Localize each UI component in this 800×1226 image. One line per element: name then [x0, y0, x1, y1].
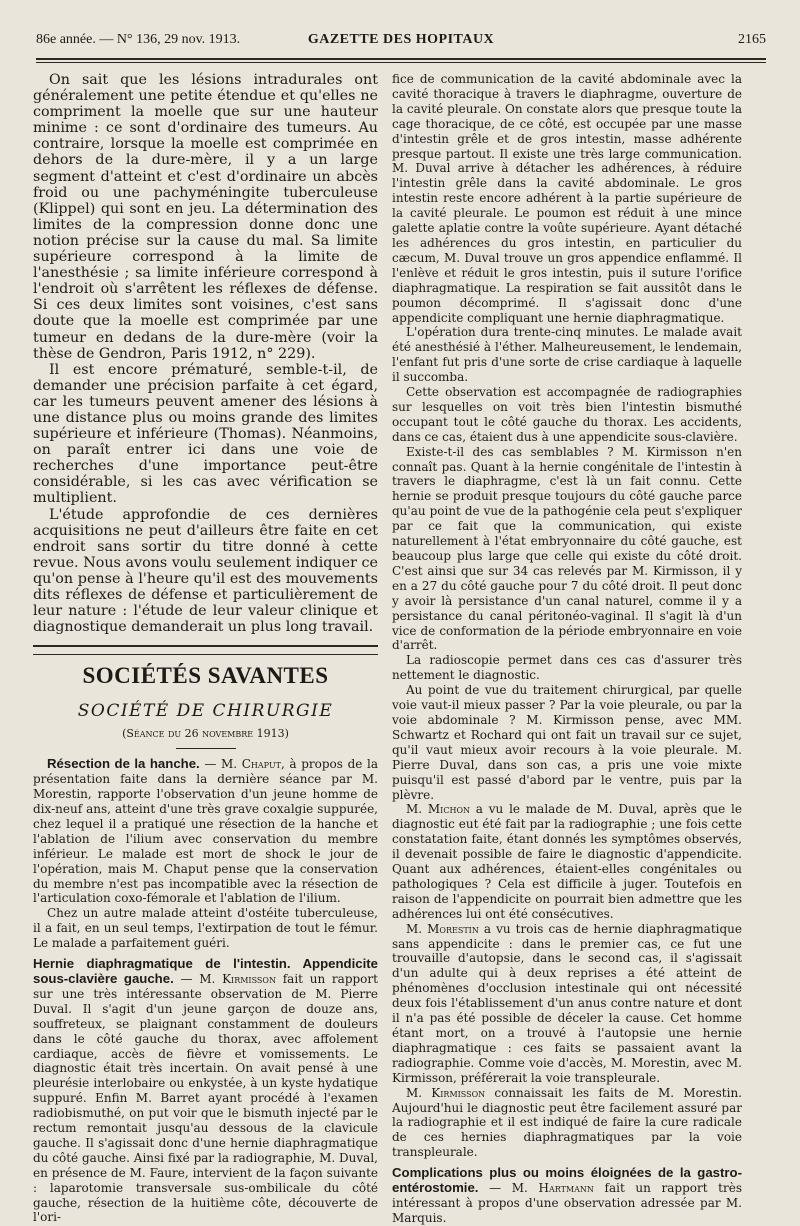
- item-text: fait un rapport très intéressant à propos d'une observation adressée par M. Marquis.: [392, 1181, 742, 1225]
- header-rule: [36, 58, 766, 60]
- section-separator: [33, 645, 378, 655]
- page-number: 2165: [738, 32, 766, 47]
- paragraph: On sait que les lésions intradurales ont généralement une petite étendue et qu'elles ne compriment la moelle que sur une hauteur minime : ce sont d'ordinaire des tumeurs. Au contraire, lorsque la moelle est comprimée en dehors de la dure-mère, il y a un large segment d'atteint et c'est d'ordinaire un abcès froid ou une pachyméningite tuberculeuse (Klippel) qui sont en jeu. La détermination des limites de la compression donne donc une notion précise sur la cause du mal. Sa limite supérieure correspond à la limite de l'anesthésie ; sa limite inférieure correspond à l'endroit où s'arrêtent les réflexes de défense. Si ces deux limites sont voisines, c'est sans doute que la moelle est comprimée par une tumeur en dedans de la dure-mère (voir la thèse de Gendron, Paris 1912, n° 229).: [33, 72, 378, 362]
- paragraph: La radioscopie permet dans ces cas d'assurer très nettement le diagnostic.: [392, 653, 742, 683]
- journal-title: GAZETTE DES HOPITAUX: [307, 32, 495, 47]
- short-divider: [176, 748, 236, 749]
- paragraph: Au point de vue du traitement chirurgical, par quelle voie vaut-il mieux passer ? Par la voie pleurale, ou par la voie abdominale ? M. Kirmisson pense, avec MM. Schwartz et Rochard qui ont fait un travail sur ce sujet, qu'il vaut mieux avoir recours à la voie pleurale. M. Pierre Duval, dans son cas, a pris une voie mixte puisqu'il est passé d'abord par le ventre, puis par la plèvre.: [392, 683, 742, 802]
- author-name: M. Kirmisson: [199, 971, 276, 986]
- paragraph: Existe-t-il des cas semblables ? M. Kirmisson n'en connaît pas. Quant à la hernie congénitale de l'intestin à travers le diaphragme, c'est là un fait connu. Cette hernie se produit presque toujours du côté gauche parce qu'au point de vue de la pathogénie cela peut s'expliquer par ce fait que la communication, qui existe naturellement à l'état embryonnaire du côté gauche, est beaucoup plus large que celle qui existe du côté droit. C'est ainsi que sur 34 cas relevés par M. Kirmisson, il y en a 27 du côté gauche pour 7 du côté droit. Il peut donc y avoir là persistance d'un canal naturel, comme il y a persistance du canal péritonéo-vaginal. Il s'agit là d'un vice de conformation de la période embryonnaire en voie d'arrêt.: [392, 444, 742, 653]
- paragraph: fice de communication de la cavité abdominale avec la cavité thoracique à travers le diaphragme, ouverture de la cavité pleurale. On constate alors que presque toute la cage thoracique, de ce côté, est occupée par une masse d'intestin grêle et de gros intestin, masse adhérente presque partout. Il existe une très large communication. M. Duval arrive à détacher les adhérences, à réduire l'intestin grêle dans la cavité abdominale. Le gros intestin reste encore adhérent à la partie supérieure de la cavité pleurale. Le poumon est réduit à une mince galette aplatie contre la voûte supérieure. Ayant détaché les adhérences du gros intestin, en particulier du cæcum, M. Duval trouve un gros appendice enflammé. Il l'enlève et réduit le gros intestin, puis il suture l'orifice diaphragmatique. La respiration se fait aussitôt dans le poumon décomprimé. Il s'agissait donc d'une appendicite compliquant une hernie diaphragmatique.: [392, 72, 742, 325]
- paragraph-text: a vu trois cas de hernie diaphragmatique sans appendicite : dans le premier cas, ce fut une trouvaille d'autopsie, dans le second cas, il s'agissait d'un adulte qui à deux reprises a été atteint de phénomènes d'occlusion intestinale qui ont nécessité deux fois l'établissement d'un anus contre nature et dont il n'a pas été possible de déceler la cause. Cet homme étant mort, on a trouvé à l'autopsie une hernie diaphragmatique : ces faits se passaient avant la radiographie. Comme voie d'accès, M. Morestin, avec M. Kirmisson, préférerait la voie transpleurale.: [392, 921, 742, 1085]
- right-column: fice de communication de la cavité abdominale avec la cavité thoracique à travers le diaphragme, ouverture de la cavité pleurale. On constate alors que presque toute la cage thoracique, de ce côté, est occupée par une masse d'intestin grêle et de gros intestin, masse adhérente presque partout. Il existe une très large communication. M. Duval arrive à détacher les adhérences, à réduire l'intestin grêle dans la cavité abdominale. Le gros intestin reste encore adhérent à la partie supérieure de la cavité pleurale. Le poumon est réduit à une mince galette aplatie contre la voûte supérieure. Ayant détaché les adhérences du gros intestin, en particulier du cæcum, M. Duval trouve un gros appendice enflammé. Il l'enlève et réduit le gros intestin, puis il suture l'orifice diaphragmatique. La respiration se fait aussitôt dans le poumon décomprimé. Il s'agissait donc d'une appendicite compliquant une hernie diaphragmatique. L'opération dura trente-cinq minutes. Le malade avait été anesthésié à l'éther. Malheureusement, le lendemain, l'enfant fut pris d'une sorte de crise cardiaque à laquelle il succomba. Cette observation est accompagnée de radiographies sur lesquelles on voit très bien l'intestin bismuthé occupant tout le côté gauche du thorax. Les accidents, dans ce cas, étaient dus à une appendicite sous-clavière. Existe-t-il des cas semblables ? M. Kirmisson n'en connaît pas. Quant à la hernie congénitale de l'intestin à travers le diaphragme, c'est là un fait connu. Cette hernie se produit presque toujours du côté gauche parce qu'au point de vue de la pathogénie cela peut s'expliquer par ce fait que la communication, qui existe naturellement à l'état embryonnaire du côté gauche, est beaucoup plus large que celle qui existe du côté droit. C'est ainsi que sur 34 cas relevés par M. Kirmisson, il y en a 27 du côté gauche pour 7 du côté droit. Il peut donc y avoir là persistance d'un canal naturel, comme il y a persistance du canal péritonéo-vaginal. Il s'agit là d'un vice de conformation de la période embryonnaire en voie d'arrêt. La radioscopie permet dans ces cas d'assurer très nettement le diagnostic. Au point de vue du traitement chirurgical, par quelle voie vaut-il mieux passer ? Par la voie pleurale, ou par la voie abdominale ? M. Kirmisson pense, avec MM. Schwartz et Rochard qui ont fait un travail sur ce sujet, qu'il vaut mieux avoir recours à la voie pleurale. M. Pierre Duval, dans son cas, a pris une voie mixte puisqu'il est passé d'abord par le ventre, puis par la plèvre. M. Michon a vu le malade de M. Duval, après que le diagnostic eut été fait par la radiographie ; une fois cette constatation faite, étant donnés les symptômes observés, il devenait possible de faire le diagnostic d'appendicite. Quant aux adhérences, étaient-elles congénitales ou pathologiques ? Cela est difficile à juger. Toutefois en raison de l'appendicite on pourrait bien admettre que les adhérences lui ont été consécutives. M. Morestin a vu trois cas de hernie diaphragmatique sans appendicite : dans le premier cas, ce fut une trouvaille d'autopsie, dans le second cas, il s'agissait d'un adulte qui à deux reprises a été atteint de phénomènes d'occlusion intestinale qui ont nécessité deux fois l'établissement d'un anus contre nature et dont il n'a pas été possible de déceler la cause. Cet homme étant mort, on a trouvé à l'autopsie une hernie diaphragmatique : ces faits se passaient avant la radiographie. Comme voie d'accès, M. Morestin, avec M. Kirmisson, préférerait la voie transpleurale. M. Kirmisson connaissait les faits de M. Morestin. Aujourd'hui le diagnostic peut être facilement assuré par la radiographie et il est indiqué de faire la cure radicale de ces hernies diaphragmatiques par la voie transpleurale. Complications plus ou moins éloignées de la gastro-entérostomie. — M. Hartmann fait un rapport très intéressant à propos d'une observation adressée par M. Marquis.: [392, 72, 742, 1225]
- section-title: SOCIÉTÉS SAVANTES: [82, 663, 329, 689]
- author-name: M. Chaput,: [220, 757, 285, 772]
- paragraph-text: connaissait les faits de M. Morestin. Aujourd'hui le diagnostic peut être facilement assuré par la radiographie et il est indiqué de faire la cure radicale de ces hernies diaphragmatiques par la voie transpleurale.: [392, 1085, 742, 1160]
- author-name: M. Kirmisson: [406, 1085, 486, 1100]
- author-name: M. Michon: [406, 802, 471, 817]
- paragraph: Cette observation est accompagnée de radiographies sur lesquelles on voit très bien l'intestin bismuthé occupant tout le côté gauche du thorax. Les accidents, dans ce cas, étaient dus à une appendicite sous-clavière.: [392, 385, 742, 444]
- item-heading: Complications plus ou moins éloignées de la gastro-entérostomie.: [392, 1165, 742, 1196]
- paragraph: Chez un autre malade atteint d'ostéite tuberculeuse, il a fait, en un seul temps, l'extirpation de tout le fémur. Le malade a parfaitement guéri.: [33, 906, 378, 951]
- paragraph: L'opération dura trente-cinq minutes. Le malade avait été anesthésié à l'éther. Malheureusement, le lendemain, l'enfant fut pris d'une sorte de crise cardiaque à laquelle il succomba.: [392, 325, 742, 385]
- author-name: M. Morestin: [406, 921, 479, 936]
- item-text: à propos de la présentation faite dans la dernière séance par M. Morestin, rapporte l'observation d'un jeune homme de dix-neuf ans, atteint d'une très grave coxalgie suppurée, chez lequel il a pratiqué une résection de la hanche et l'ablation de l'ilium avec conservation du membre inférieur. Le malade est mort de shock le jour de l'opération, mais M. Chaput pense que la conservation du membre n'est pas incompatible avec la résection de l'articulation coxo-fémorale et l'ablation de l'ilium.: [33, 757, 378, 906]
- article-continuation: [33, 72, 378, 635]
- paragraph: L'étude approfondie de ces dernières acquisitions ne peut d'ailleurs être faite en cet endroit sans sortir du titre donné à cette revue. Nous avons voulu seulement indiquer ce qu'on pense à l'heure qu'il est des mouvements dits réflexes de défense et particulièrement de leur nature : l'étude de leur valeur clinique et diagnostique demanderait un plus long travail.: [33, 506, 378, 636]
- left-column: [33, 72, 378, 1225]
- paragraph: Il est encore prématuré, semble-t-il, de demander une précision parfaite à cet égard, car les tumeurs peuvent amener des lésions à une distance plus ou moins grande des limites supérieure et inférieure (Thomas). Néanmoins, on paraît entrer ici dans une voie de recherches d'une importance peut-être considérable, si les cas avec vérification se multiplient.: [33, 361, 378, 507]
- author-name: M. Hartmann: [511, 1181, 594, 1196]
- society-report: Résection de la hanche. — M. Chaput, à propos de la présentation faite dans la dernière séance par M. Morestin, rapporte l'observation d'un jeune homme de dix-neuf ans, atteint d'une très grave coxalgie suppurée, chez lequel il a pratiqué une résection de la hanche et l'ablation de l'ilium avec conservation du membre inférieur. Le malade est mort de shock le jour de l'opération, mais M. Chaput pense que la conservation du membre n'est pas incompatible avec la résection de l'articulation coxo-fémorale et l'ablation de l'ilium. Chez un autre malade atteint d'ostéite tuberculeuse, il a fait, en un seul temps, l'extirpation de tout le fémur. Le malade a parfaitement guéri. Hernie diaphragmatique de l'intestin. Appendicite sous-clavière gauche. — M. Kirmisson fait un rapport sur une très intéressante observation de M. Pierre Duval. Il s'agit d'un jeune garçon de douze ans, souffreteux, se plaignant constamment de douleurs dans le côté gauche du thorax, avec affolement cardiaque, accès de fièvre et vomissements. Le diagnostic était très incertain. On avait pensé à une pleurésie interlobaire ou enkystée, à un kyste hydatique suppuré. Enfin M. Barret ayant procédé à l'examen radiobismuthé, on put voir que le bismuth injecté par le rectum remontait jusqu'au dessous de la clavicule gauche. Il s'agissait donc d'une hernie diaphragmatique du côté gauche. Ainsi fixé par la radiographie, M. Duval, en présence de M. Faure, intervient de la façon suivante : laparotomie transversale sus-ombilicale du côté gauche, résection de la huitième côte, découverte de l'ori-: [33, 756, 378, 1225]
- item-heading: Résection de la hanche.: [47, 756, 200, 772]
- society-title: SOCIÉTÉ DE CHIRURGIE: [77, 701, 334, 722]
- page-header: [36, 32, 766, 54]
- item-text: fait un rapport sur une très intéressante observation de M. Pierre Duval. Il s'agit d'un jeune garçon de douze ans, souffreteux, se plaignant constamment de douleurs dans le côté gauche du thorax, avec affolement cardiaque, accès de fièvre et vomissements. Le diagnostic était très incertain. On avait pensé à une pleurésie interlobaire ou enkystée, à un kyste hydatique suppuré. Enfin M. Barret ayant procédé à l'examen radiobismuthé, on put voir que le bismuth injecté par le rectum remontait jusqu'au dessous de la clavicule gauche. Il s'agissait donc d'une hernie diaphragmatique du côté gauche. Ainsi fixé par la radiographie, M. Duval, en présence de M. Faure, intervient de la façon suivante : laparotomie transversale sus-ombilicale du côté gauche, résection de la huitième côte, découverte de l'ori-: [33, 971, 378, 1225]
- header-rule-thin: [36, 62, 766, 63]
- paragraph-text: a vu le malade de M. Duval, après que le diagnostic eut été fait par la radiographie ; une fois cette constatation faite, étant donnés les symptômes observés, il devenait possible de faire le diagnostic d'appendicite. Quant aux adhérences, étaient-elles congénitales ou pathologiques ? Cela est difficile à juger. Toutefois en raison de l'appendicite on pourrait bien admettre que les adhérences lui ont été consécutives.: [392, 802, 742, 921]
- item-heading: Hernie diaphragmatique de l'intestin. Appendicite sous-clavière gauche.: [33, 956, 378, 986]
- issue-info: 86e année. — N° 136, 29 nov. 1913.: [36, 32, 241, 47]
- session-date: (Séance du 26 novembre 1913): [122, 727, 289, 741]
